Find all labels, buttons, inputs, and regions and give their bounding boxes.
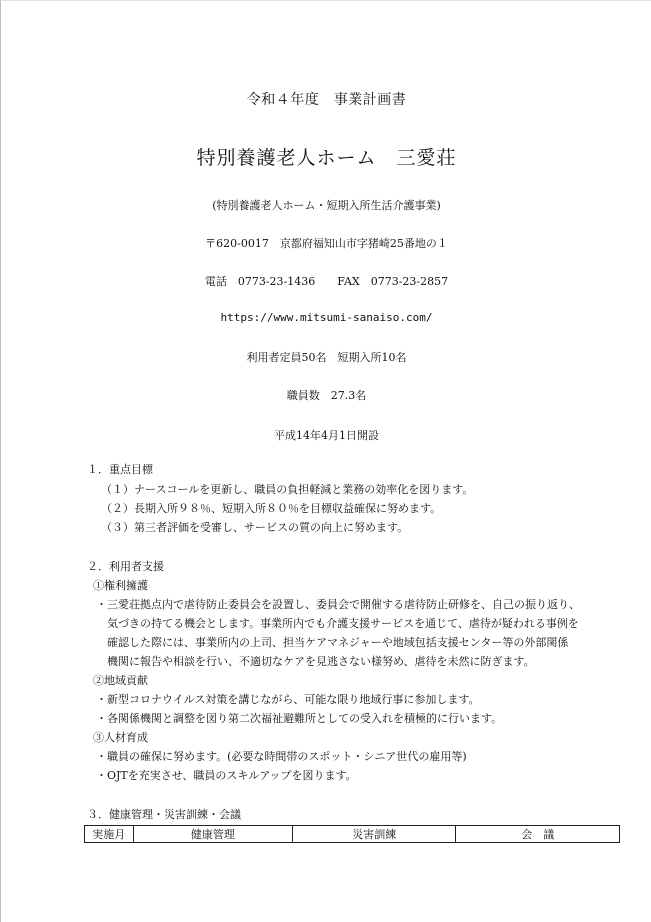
table-header-cell: 健康管理: [133, 826, 292, 843]
paragraph-line: ・OJTを充実させ、職員のスキルアップを図ります。: [96, 769, 357, 782]
subsection-heading: ①権利擁護: [93, 579, 148, 592]
paragraph-line: ・三愛荘拠点内で虐待防止委員会を設置し、委員会で開催する虐待防止研修を、自己の振り返り、: [96, 598, 580, 611]
website-url: https://www.mitsumi-sanaiso.com/: [220, 311, 433, 324]
phone-fax: 電話 0773-23-1436 FAX 0773-23-2857: [204, 275, 449, 288]
section-3-heading: ３．健康管理・災害訓練・会議: [87, 808, 241, 821]
table-header-cell: 災害訓練: [293, 826, 456, 843]
document-title: 令和４年度 事業計画書: [246, 92, 407, 108]
goal-item: （２）長期入所９８％、短期入所８０％を目標収益確保に努めます。: [101, 502, 442, 515]
section-2-heading: ２．利用者支援: [87, 560, 164, 573]
paragraph-line: 機関に報告や相談を行い、不適切なケアを見逃さない様努め、虐待を未然に防ぎます。: [107, 655, 535, 668]
paragraph-line: 確認した際には、事業所内の上司、担当ケアマネジャーや地域包括支援センター等の外部関係: [107, 636, 569, 649]
facility-name: 特別養護老人ホーム 三愛荘: [196, 147, 457, 169]
table-header-cell: 会 議: [456, 826, 620, 843]
service-types: (特別養護老人ホーム・短期入所生活介護事業): [212, 199, 441, 212]
subsection-heading: ②地域貢献: [93, 674, 148, 687]
facility-address: 〒620-0017 京都府福知山市字猪崎25番地の１: [205, 237, 448, 250]
capacity: 利用者定員50名 短期入所10名: [246, 351, 407, 364]
paragraph-line: ・新型コロナウイルス対策を講じながら、可能な限り地域行事に参加します。: [96, 693, 480, 706]
paragraph-line: 気づきの持てる機会とします。事業所内でも介護支援サービスを通じて、虐待が疑われる事例を: [107, 617, 579, 630]
opening-date: 平成14年4月1日開設: [274, 429, 379, 442]
table-header-cell: 実施月: [85, 826, 134, 843]
schedule-table: [84, 825, 620, 843]
section-1-heading: １．重点目標: [87, 463, 153, 476]
paragraph-line: ・各関係機関と調整を図り第二次福祉避難所としての受入れを積極的に行います。: [96, 712, 503, 725]
subsection-heading: ③人材育成: [93, 731, 148, 744]
goal-item: （３）第三者評価を受審し、サービスの質の向上に努めます。: [101, 521, 409, 534]
table-header-row: [85, 826, 620, 843]
paragraph-line: ・職員の確保に努めます。(必要な時間帯のスポット・シニア世代の雇用等): [96, 750, 467, 763]
staff-count: 職員数 27.3名: [286, 389, 367, 402]
goal-item: （１）ナースコールを更新し、職員の負担軽減と業務の効率化を図ります。: [101, 483, 474, 496]
